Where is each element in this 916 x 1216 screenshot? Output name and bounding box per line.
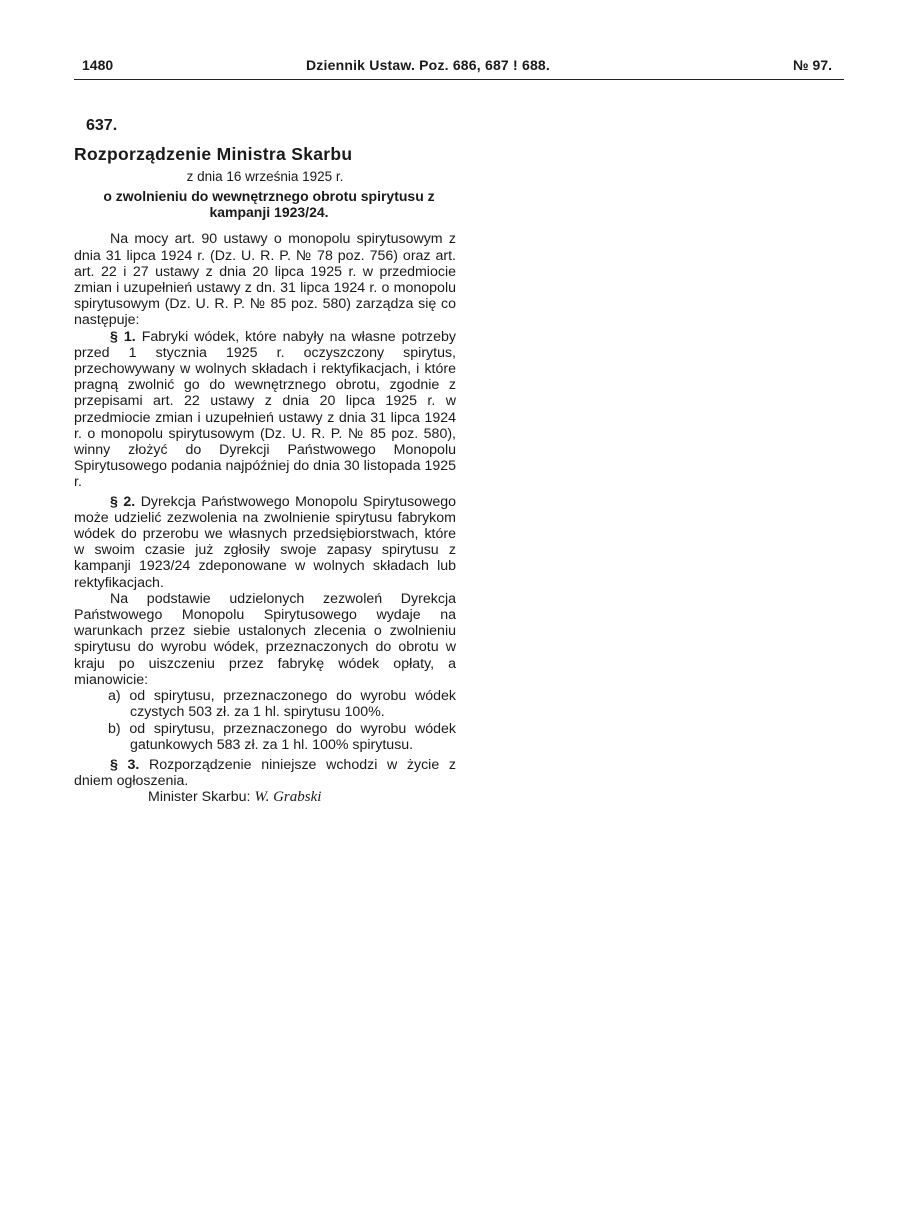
- act-date: z dnia 16 września 1925 r.: [186, 169, 344, 185]
- act-subject: o zwolnieniu do wewnętrznego obrotu spirytusu z kampanji 1923/24.: [103, 188, 435, 221]
- list-item-a-text: od spirytusu, przeznaczonego do wyrobu wódek czystych 503 zł. za 1 hl. spirytusu 100%.: [129, 688, 457, 721]
- section-2-label: § 2.: [110, 493, 136, 510]
- header-rule: [74, 79, 844, 80]
- section-3-text: Rozporządzenie niniejsze wchodzi w życie z dniem ogłoszenia.: [74, 756, 456, 790]
- act-column: [74, 112, 456, 806]
- page-number: 1480: [82, 57, 114, 73]
- section-2-paragraph-2: Na podstawie udzielonych zezwoleń Dyrekcja Państwowego Monopolu Spirytusowego wydaje na warunkach przez siebie ustalonych zlecenia o zwolnieniu spirytusu do wyrobu wódek, przeznaczonych do obrotu w kraju po uiszczeniu przez fabrykę wódek opłaty, a mianowicie:: [74, 590, 456, 688]
- list-item-b-text: od spirytusu, przeznaczonego do wyrobu wódek gatunkowych 583 zł. za 1 hl. 100% spirytusu.: [129, 720, 457, 753]
- list-item-a: [74, 688, 456, 720]
- act-number: 637.: [86, 117, 118, 134]
- signature: [74, 789, 456, 805]
- signature-name: W. Grabski: [254, 789, 322, 806]
- list-item-a-marker: a): [108, 688, 121, 705]
- issue-number: № 97.: [793, 57, 832, 73]
- preamble: Na mocy art. 90 ustawy o monopolu spirytusowym z dnia 31 lipca 1924 r. (Dz. U. R. P. № 78 poz. 756) oraz art. art. 22 i 27 ustawy z dnia 20 lipca 1925 r. w przedmiocie zmian i uzupełnień ustawy z dn. 31 lipca 1924 r. o monopolu spirytusowym (Dz. U. R. P. № 85 poz. 580) zarządza się co następuje:: [74, 231, 456, 329]
- list-item-b: [74, 721, 456, 753]
- section-2: [74, 494, 456, 591]
- section-1-label: § 1.: [110, 328, 136, 345]
- section-3-label: § 3.: [110, 756, 140, 773]
- running-title: Dziennik Ustaw. Poz. 686, 687 ! 688.: [306, 57, 551, 73]
- section-1-text: Fabryki wódek, które nabyły na własne potrzeby przed 1 stycznia 1925 r. oczyszczony spirytus, przechowywany w wolnych składach i rektyfikacjach, i które pragną zwolnić go do wewnętrznego obrotu, zgodnie z przepisami art. 22 ustawy z dnia 20 lipca 1925 r. w przedmiocie zmian i uzupełnień ustawy z dnia 31 lipca 1924 r. o monopolu spirytusowym (Dz. U. R. P. № 85 poz. 580), winny złożyć do Dyrekcji Państwowego Monopolu Spirytusowego podania najpóźniej do dnia 30 listopada 1925 r.: [74, 328, 457, 491]
- list-item-b-marker: b): [108, 720, 121, 737]
- section-2-text: Dyrekcja Państwowego Monopolu Spirytusowego może udzielić zezwolenia na zwolnienie spirytusu fabrykom wódek do przerobu we własnych przedsiębiorstwach, które w swoim czasie już zgłosiły swoje zapasy spirytusu z kampanji 1923/24 zdeponowane w wolnych składach lub rektyfikacjach.: [74, 493, 456, 591]
- section-3: [74, 757, 456, 789]
- signature-role: Minister Skarbu:: [148, 789, 251, 806]
- section-1: [74, 329, 456, 491]
- page-header: [74, 55, 844, 77]
- act-title: Rozporządzenie Ministra Skarbu: [74, 144, 353, 165]
